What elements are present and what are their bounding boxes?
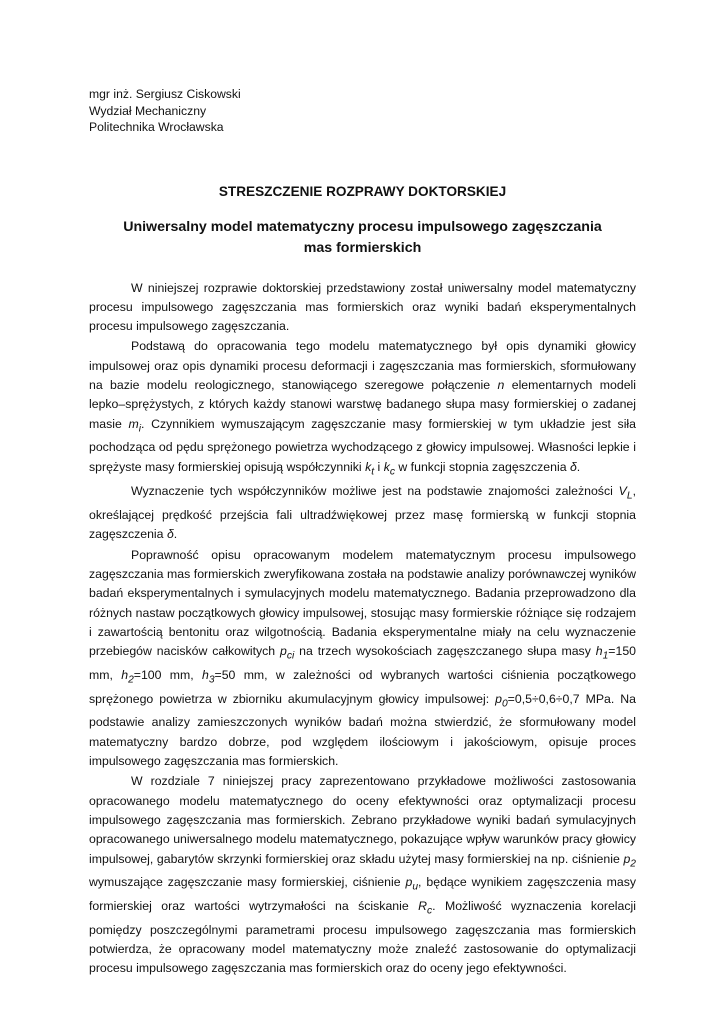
paragraph-3: Wyznaczenie tych współczynników możliwe jest na podstawie znajomości zależności $V_L$, określającej prędkość przejścia fali ultradźwiękowej przez masę formierską w funkcji stopnia zagęszczenia δ. [89,484,636,542]
paragraph-4: Poprawność opisu opracowanym modelem matematycznym procesu impulsowego zagęszczania mas formierskich zweryfikowana została na podstawie analizy porównawczej wyników badań eksperymentalnych i symulacyjnych modelu matematycznego. Badania przeprowadzono dla różnych nastaw początkowych głowicy impulsowej, stosując masy formierskie różniące się rodzajem i zawartością bentonitu oraz wilgotnością. Badania eksperymentalne miały na celu wyznaczenie przebiegów nacisków całkowitych $p_{ci}$ na trzech wysokościach zagęszczanego słupa masy $h_1=150$ mm, $h_2=100$ mm, $h_3=50$ mm, w zależności od wybranych wartości ciśnienia początkowego sprężonego powietrza w zbiorniku akumulacyjnym głowicy impulsowej: $p_0=0,5\div 0,6\div 0,7$ MPa. Na podstawie analizy zamieszczonych wyników badań można stwierdzić, że sformułowany model matematyczny bardzo dobrze, pod względem ilościowym i jakościowym, opisuje proces impulsowego zagęszczania mas formierskich. [89,547,637,769]
symbol-kt: $k_t$ [365,459,375,478]
author-university: Politechnika Wrocławska [89,120,224,134]
symbol-delta: δ [166,527,174,542]
symbol-kc: $k_c$ [383,459,395,478]
paragraph-1: W niniejszej rozprawie doktorskiej przedstawiony został uniwersalny model matematyczny procesu impulsowego zagęszczania mas formierskich oraz wyniki badań eksperymentalnych procesu impulsowego zagęszczania. [89,280,636,334]
symbol-pu: $p_u$ [405,875,419,893]
symbol-rc: $R_c$ [418,899,433,917]
abstract-body [89,279,636,979]
symbol-delta: δ [569,459,577,474]
author-faculty: Wydział Mechaniczny [89,103,207,118]
symbol-mi: $m_i$ [128,416,141,435]
author-block [89,86,636,136]
symbol-vl: $V_L$ [618,484,633,502]
symbol-p0: $p_0$ [495,691,508,710]
document-title: STRESZCZENIE ROZPRAWY DOKTORSKIEJ [218,183,507,199]
symbol-h2: $h_2$ [121,667,134,686]
symbol-h1: $h_1$ [595,644,609,662]
symbol-h3: $h_3$ [201,667,215,686]
author-name: mgr inż. Sergiusz Ciskowski [89,87,241,101]
paragraph-5: W rozdziale 7 niniejszej pracy zaprezentowano przykładowe możliwości zastosowania opracowanego modelu matematycznego do oceny efektywności oraz optymalizacji procesu impulsowego zagęszczania mas formierskich. Zebrano przykładowe wyniki badań symulacyjnych opracowanego uniwersalnego modelu matematycznego, pokazujące wpływ warunków pracy głowicy impulsowej, gabarytów skrzynki formierskiej oraz składu użytej masy formierskiej na np. ciśnienie $p_2$ wymuszające zagęszczanie masy formierskiej, ciśnienie $p_u$, będące wynikiem zagęszczenia masy formierskiej oraz wartości wytrzymałości na ściskanie $R_c$. Możliwość wyznaczenia korelacji pomiędzy poszczególnymi parametrami procesu impulsowego zagęszczania mas formierskich potwierdza, że opracowany model matematyczny może znaleźć zastosowanie do optymalizacji procesu impulsowego zagęszczania mas formierskich oraz do oceny jego efektywności. [89,774,636,976]
symbol-n: n [497,377,505,392]
thesis-title: Uniwersalny model matematyczny procesu impulsowego zagęszczania mas formierskich [123,218,602,256]
paragraph-2: Podstawą do opracowania tego modelu matematycznego był opis dynamiki głowicy impulsowej oraz opis dynamiki procesu deformacji i zagęszczania mas formierskich, sformułowany na bazie modelu reologicznego, stanowiącego szeregowe połączenie n elementarnych modeli lepko–sprężystych, z których każdy stanowi warstwę badanego słupa masy formierskiej o zadanej masie $m_i$. Czynnikiem wymuszającym zagęszczanie masy formierskiej w tym układzie jest siła pochodząca od pędu sprężonego powietrza wychodzącego z głowicy impulsowej. Własności lepkie i sprężyste masy formierskiej opisują współczynniki $k_t$ i $k_c$ w funkcji stopnia zagęszczenia δ. [89,339,637,478]
symbol-p2: $p_2$ [623,851,636,869]
symbol-pci: $p_{ci}$ [280,644,295,662]
